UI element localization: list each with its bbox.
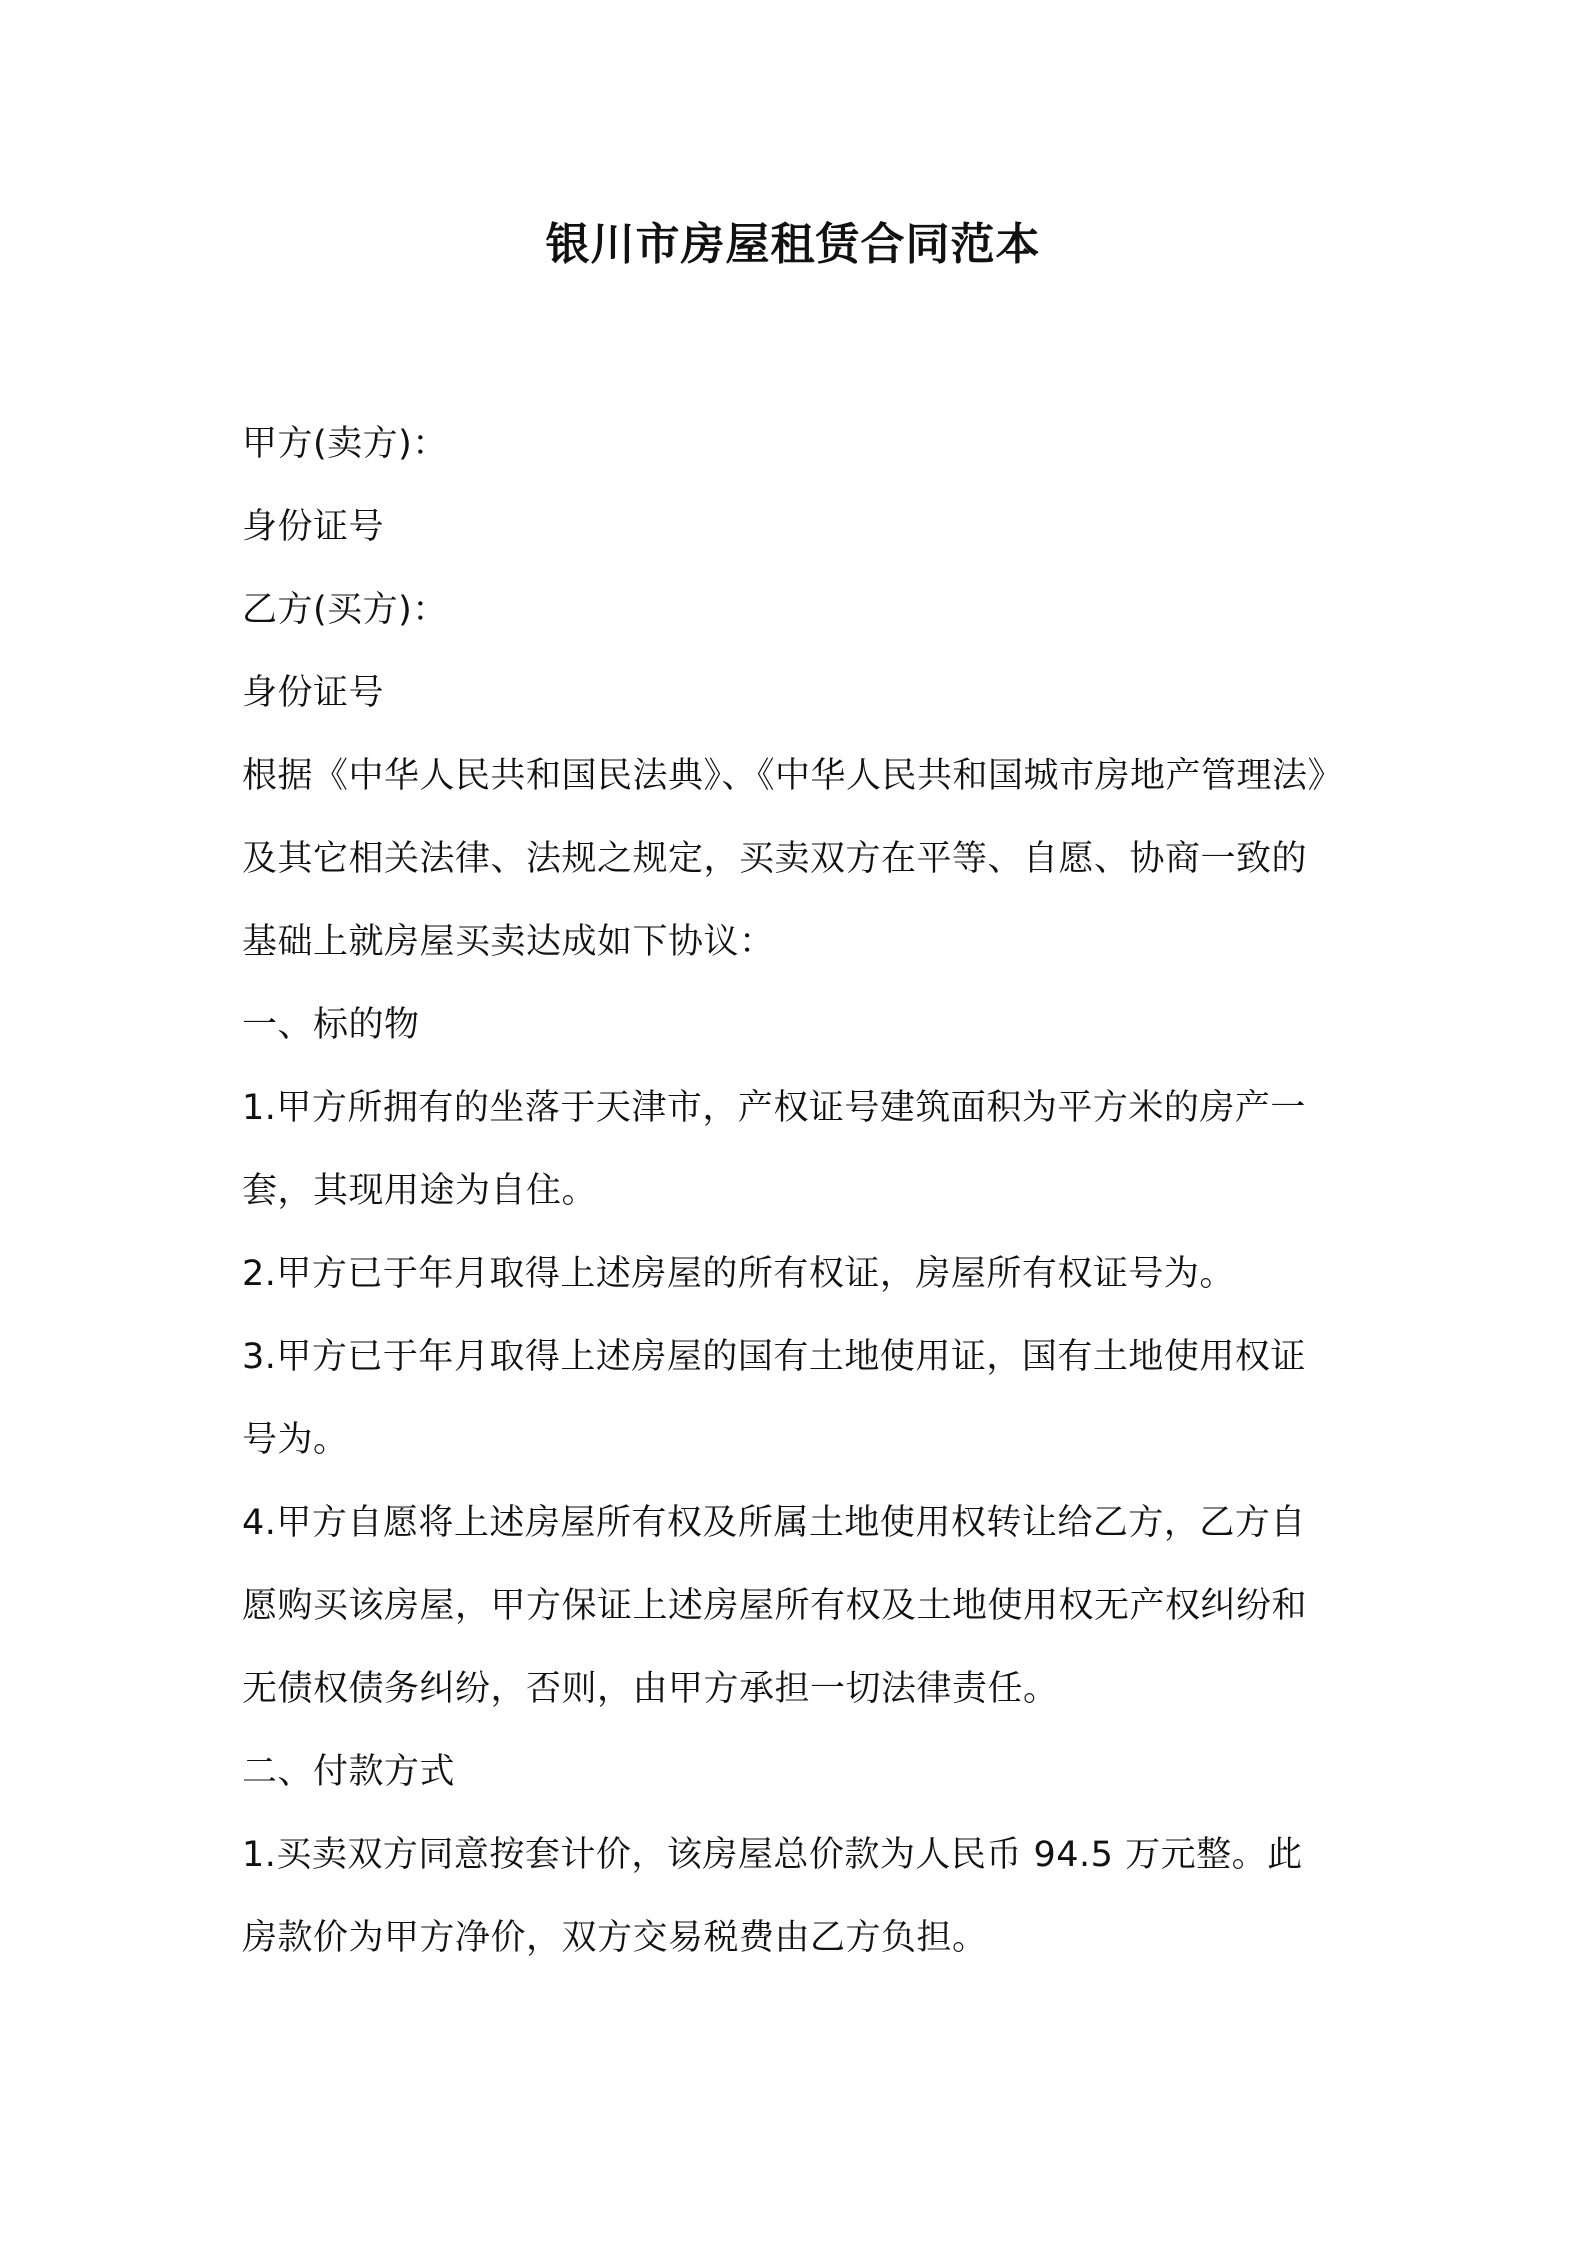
preamble-line-1: 根据《中华人民共和国民法典》、《中华人民共和国城市房地产管理法》 xyxy=(242,756,1344,796)
clause-1-2-line-1: 2.甲方已于年月取得上述房屋的所有权证，房屋所有权证号为。 xyxy=(242,1254,1235,1294)
clause-2-1-line-2: 房款价为甲方净价，双方交易税费由乙方负担。 xyxy=(242,1918,988,1958)
section-heading-payment: 二、付款方式 xyxy=(242,1752,456,1792)
section-heading-subject: 一、标的物 xyxy=(242,1005,420,1045)
clause-1-3-line-2: 号为。 xyxy=(242,1420,349,1460)
seller-line: 甲方(卖方)： xyxy=(242,424,448,464)
clause-1-1-line-2: 套，其现用途为自住。 xyxy=(242,1171,598,1211)
document-body xyxy=(242,403,1354,1980)
buyer-line: 乙方(买方)： xyxy=(242,590,448,630)
clause-1-4-line-3: 无债权债务纠纷，否则，由甲方承担一切法律责任。 xyxy=(242,1669,1059,1709)
preamble-line-3: 基础上就房屋买卖达成如下协议： xyxy=(242,922,775,962)
preamble-line-2: 及其它相关法律、法规之规定，买卖双方在平等、自愿、协商一致的 xyxy=(242,839,1308,879)
document-title: 银川市房屋租赁合同范本 xyxy=(545,219,1041,270)
clause-1-1-line-1: 1.甲方所拥有的坐落于天津市，产权证号建筑面积为平方米的房产一 xyxy=(242,1088,1306,1128)
clause-1-3-line-1: 3.甲方已于年月取得上述房屋的国有土地使用证，国有土地使用权证 xyxy=(242,1337,1306,1377)
clause-2-1-line-1: 1.买卖双方同意按套计价，该房屋总价款为人民币 94.5 万元整。此 xyxy=(242,1835,1303,1875)
seller-id-line: 身份证号 xyxy=(242,507,385,547)
buyer-id-line: 身份证号 xyxy=(242,673,385,713)
clause-1-4-line-2: 愿购买该房屋，甲方保证上述房屋所有权及土地使用权无产权纠纷和 xyxy=(242,1586,1308,1626)
clause-1-4-line-1: 4.甲方自愿将上述房屋所有权及所属土地使用权转让给乙方，乙方自 xyxy=(242,1503,1306,1543)
